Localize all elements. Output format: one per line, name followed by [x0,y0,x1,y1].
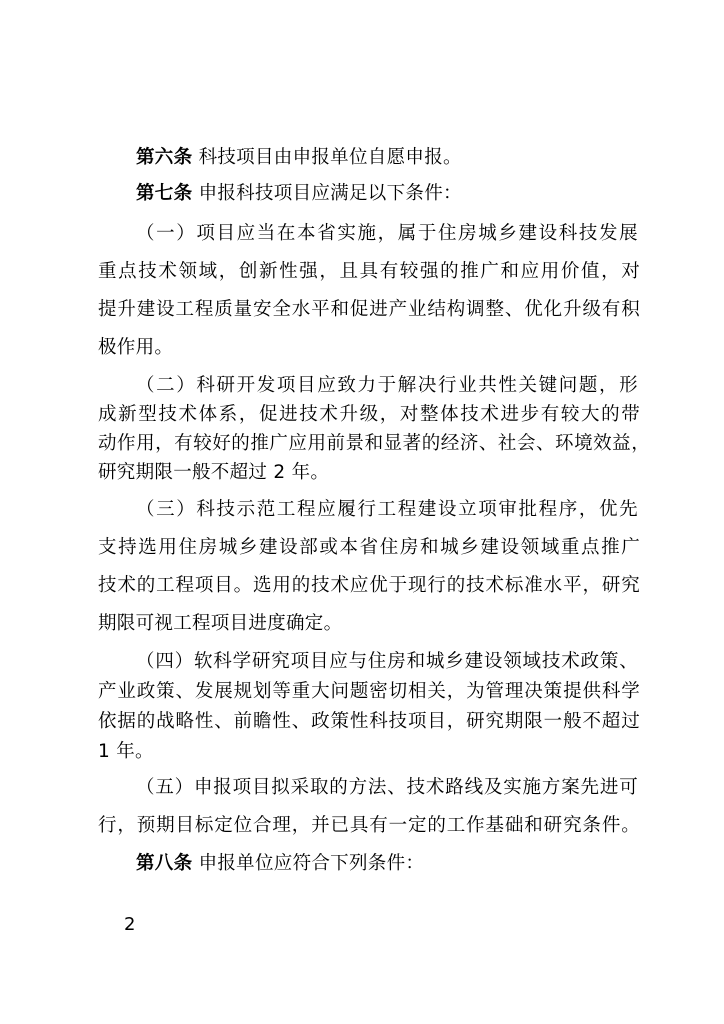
clause-3-line-3: 技术的工程项目。选用的技术应优于现行的技术标准水平，研究 [98,575,640,596]
article-8-heading: 第八条 [136,853,193,874]
clause-1-line-1: （一）项目应当在本省实施，属于住房城乡建设科技发展 [136,223,638,244]
clause-4-line-3: 依据的战略性、前瞻性、政策性科技项目，研究期限一般不超过 [98,711,640,732]
clause-3-line-4: 期限可视工程项目进度确定。 [98,613,343,634]
article-7-text: 申报科技项目应满足以下条件： [192,183,462,204]
clause-2-line-4: 研究期限一般不超过 2 年。 [98,462,330,483]
clause-4-line-1: （四）软科学研究项目应与住房和城乡建设领域技术政策、 [136,651,638,672]
page-number: 2 [124,914,136,935]
clause-5-line-1: （五）申报项目拟采取的方法、技术路线及实施方案先进可 [136,777,638,798]
clause-1-line-3: 提升建设工程质量安全水平和促进产业结构调整、优化升级有积 [98,299,640,320]
article-6-text: 科技项目由申报单位自愿申报。 [192,147,462,168]
clause-1-line-2: 重点技术领域，创新性强，且具有较强的推广和应用价值，对 [98,261,640,282]
article-6-heading: 第六条 [136,147,193,168]
clause-1-line-4: 极作用。 [98,337,174,358]
clause-5-line-2: 行，预期目标定位合理，并已具有一定的工作基础和研究条件。 [98,815,640,836]
article-6-line [136,146,462,170]
clause-2-line-2: 成新型技术体系，促进技术升级，对整体技术进步有较大的带 [98,404,640,425]
article-7-heading: 第七条 [136,183,193,204]
clause-4-line-4: 1 年。 [98,741,154,762]
clause-2-line-3: 动作用，有较好的推广应用前景和显著的经济、社会、环境效益， [98,433,650,454]
article-8-text: 申报单位应符合下列条件： [192,853,425,874]
clause-3-line-2: 支持选用住房城乡建设部或本省住房和城乡建设领域重点推广 [98,537,640,558]
clause-2-line-1: （二）科研开发项目应致力于解决行业共性关键问题，形 [136,375,638,396]
clause-3-line-1: （三）科技示范工程应履行工程建设立项审批程序，优先 [136,499,638,520]
article-8-line [136,852,424,876]
article-7-line [136,182,462,206]
clause-4-line-2: 产业政策、发展规划等重大问题密切相关，为管理决策提供科学 [98,681,640,702]
